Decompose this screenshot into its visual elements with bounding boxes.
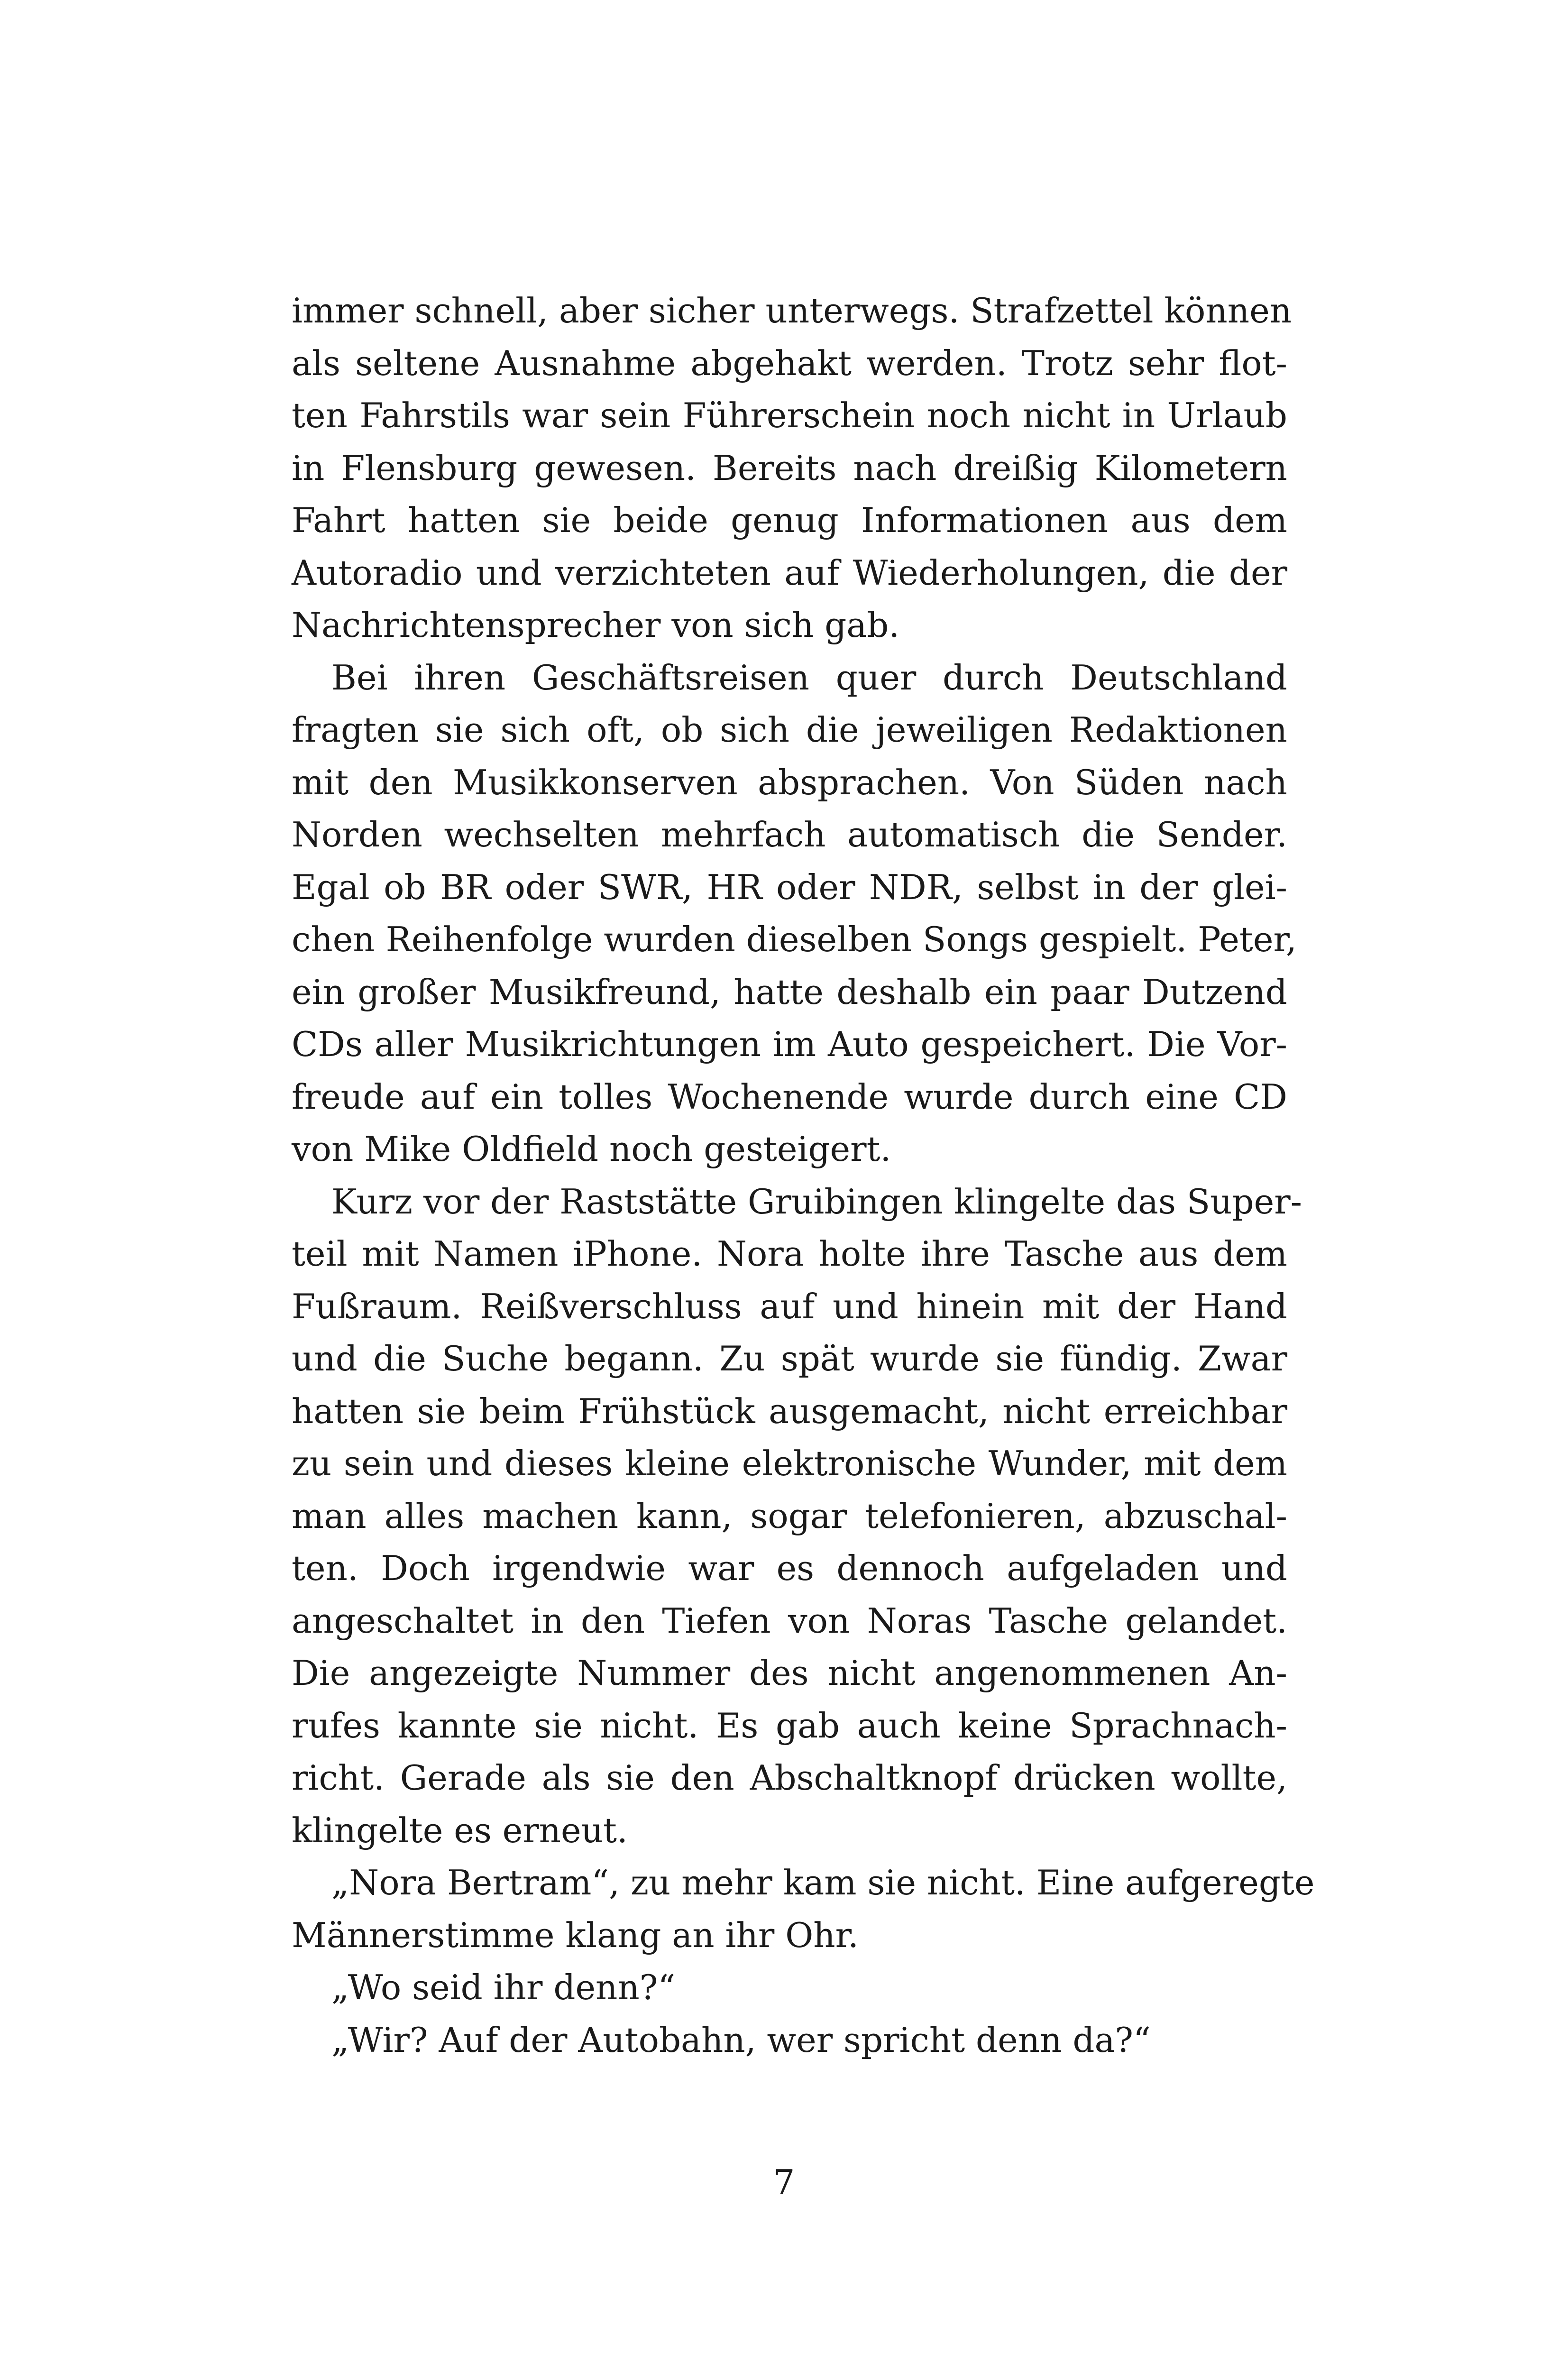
body-text xyxy=(292,285,1315,2066)
text-line: zu sein und dieses kleine elektronische Wunder, mit dem xyxy=(292,1443,1287,1483)
text-line: in Flensburg gewesen. Bereits nach dreißig Kilometern xyxy=(292,448,1287,488)
text-line: immer schnell, aber sicher unterwegs. Strafzettel können xyxy=(292,291,1292,331)
text-line: „Nora Bertram“, zu mehr kam sie nicht. Eine aufgeregte xyxy=(331,1863,1315,1902)
text-line: Norden wechselten mehrfach automatisch die Sender. xyxy=(292,815,1287,855)
text-line: richt. Gerade als sie den Abschaltknopf drücken wollte, xyxy=(292,1758,1287,1798)
text-line: freude auf ein tolles Wochenende wurde durch eine CD xyxy=(292,1076,1287,1117)
text-line: Männerstimme klang an ihr Ohr. xyxy=(292,1915,859,1955)
text-line: und die Suche begann. Zu spät wurde sie fündig. Zwar xyxy=(292,1339,1287,1378)
text-line: fragten sie sich oft, ob sich die jeweiligen Redaktionen xyxy=(292,710,1287,750)
text-line: ten. Doch irgendwie war es dennoch aufgeladen und xyxy=(292,1548,1287,1588)
text-line: CDs aller Musikrichtungen im Auto gespeichert. Die Vor- xyxy=(292,1024,1287,1064)
text-line: angeschaltet in den Tiefen von Noras Tasche gelandet. xyxy=(292,1600,1287,1641)
text-line: Nachrichtensprecher von sich gab. xyxy=(292,605,900,645)
text-line: Die angezeigte Nummer des nicht angenommenen An- xyxy=(292,1653,1287,1693)
text-line: man alles machen kann, sogar telefonieren, abzuschal- xyxy=(292,1496,1287,1536)
text-line: ein großer Musikfreund, hatte deshalb ein paar Dutzend xyxy=(292,972,1287,1012)
text-line: teil mit Namen iPhone. Nora holte ihre Tasche aus dem xyxy=(292,1234,1287,1274)
text-line: klingelte es erneut. xyxy=(292,1810,628,1850)
text-line: Fußraum. Reißverschluss auf und hinein mit der Hand xyxy=(292,1286,1287,1326)
text-line: „Wo seid ihr denn?“ xyxy=(331,1967,676,2007)
text-line: hatten sie beim Frühstück ausgemacht, nicht erreichbar xyxy=(292,1391,1287,1431)
text-line: Kurz vor der Raststätte Gruibingen klingelte das Super- xyxy=(331,1181,1302,1222)
text-line: ten Fahrstils war sein Führerschein noch nicht in Urlaub xyxy=(292,395,1287,435)
text-line: Fahrt hatten sie beide genug Informationen aus dem xyxy=(292,500,1287,540)
text-line: Autoradio und verzichteten auf Wiederholungen, die der xyxy=(292,552,1287,593)
text-line: Egal ob BR oder SWR, HR oder NDR, selbst in der glei- xyxy=(292,867,1287,907)
text-line: von Mike Oldfield noch gesteigert. xyxy=(292,1129,891,1169)
text-line: als seltene Ausnahme abgehakt werden. Trotz sehr flot- xyxy=(292,343,1287,383)
text-line: rufes kannte sie nicht. Es gab auch keine Sprachnach- xyxy=(292,1705,1287,1746)
text-line: mit den Musikkonserven absprachen. Von Süden nach xyxy=(292,762,1287,802)
text-line: chen Reihenfolge wurden dieselben Songs gespielt. Peter, xyxy=(292,919,1297,959)
text-line: „Wir? Auf der Autobahn, wer spricht denn da?“ xyxy=(331,2020,1151,2060)
page-number: 7 xyxy=(773,2162,795,2202)
text-line: Bei ihren Geschäftsreisen quer durch Deutschland xyxy=(331,657,1287,698)
